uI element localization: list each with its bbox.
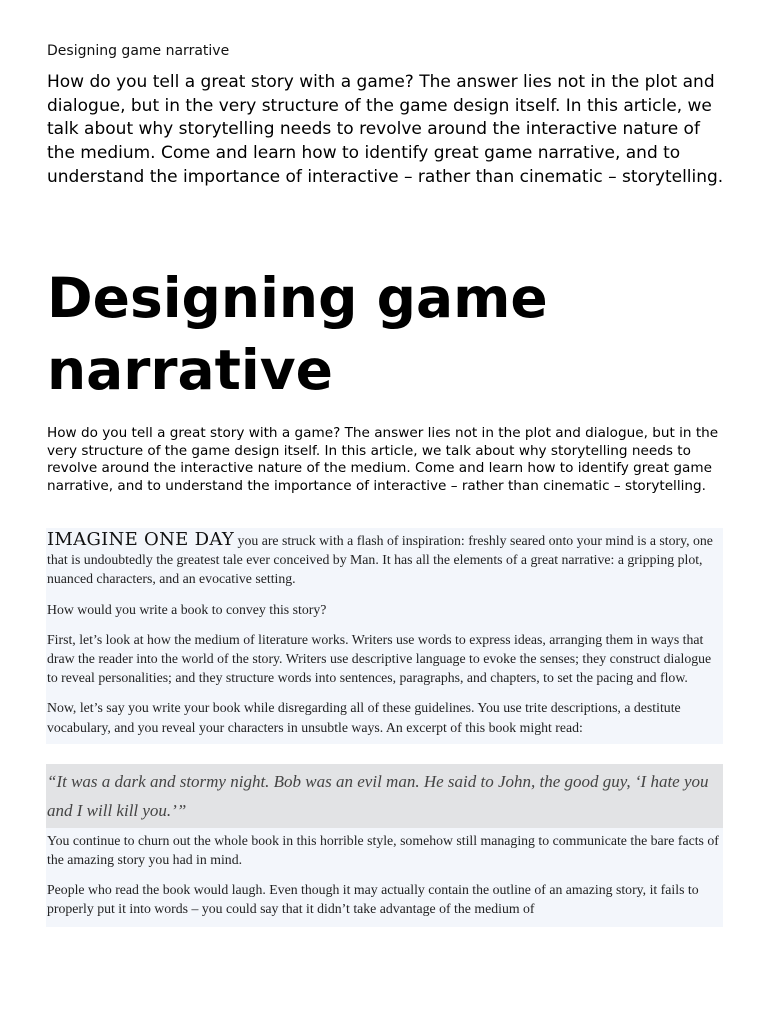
article-paragraph-3: First, let’s look at how the medium of literature works. Writers use words to express ideas, arranging them in ways that draw the reader into the world of the story. Writers use descriptive language to evoke the senses; they construct dialogue to reveal personalities; and they structure words into sentences, paragraphs, and chapters, to set the pacing and flow. — [47, 631, 712, 686]
document-summary: How do you tell a great story with a game? The answer lies not in the plot and dialogue, but in the very structure of the game design itself. In this article, we talk about why storytelling needs to revolve around the interactive nature of the medium. Come and learn how to identify great game narrative, and to understand the importance of interactive – rather than cinematic – storytelling. — [47, 72, 724, 187]
article-body — [46, 528, 723, 927]
pull-quote: “It was a dark and stormy night. Bob was an evil man. He said to John, the good guy, ‘I hate you and I will kill you.’” — [46, 764, 723, 828]
article-block-1 — [46, 528, 723, 744]
article-paragraph-2: How would you write a book to convey this story? — [47, 601, 327, 617]
document-label: Designing game narrative — [47, 43, 230, 59]
article-paragraph-1 — [47, 528, 722, 596]
lead-in-text: IMAGINE ONE DAY — [47, 529, 235, 550]
intro-paragraph: How do you tell a great story with a game? The answer lies not in the plot and dialogue, but in the very structure of the game design itself. In this article, we talk about why storytelling needs to revolve around the interactive nature of the medium. Come and learn how to identify great game narrative, and to understand the importance of interactive – rather than cinematic – storytelling. — [47, 425, 719, 495]
article-paragraph-6: People who read the book would laugh. Even though it may actually contain the outline of an amazing story, it fails to properly put it into words – you could say that it didn’t take advantage of the medium of — [47, 882, 699, 917]
article-paragraph-4: Now, let’s say you write your book while disregarding all of these guidelines. You use trite descriptions, a destitute vocabulary, and you reveal your characters in unsubtle ways. An excerpt of this book might read: — [47, 700, 681, 735]
article-paragraph-5: You continue to churn out the whole book in this horrible style, somehow still managing to communicate the bare facts of the amazing story you had in mind. — [47, 832, 719, 868]
paragraph-1-text: you are struck with a flash of inspiration: freshly seared onto your mind is a story, one that is undoubtedly the greatest tale ever conceived by Man. It has all the elements of a great narrative: a gripping plot, nuanced characters, and an evocative setting. — [47, 533, 713, 587]
page-title: Designing game narrative — [47, 266, 548, 402]
article-block-2 — [46, 828, 723, 927]
